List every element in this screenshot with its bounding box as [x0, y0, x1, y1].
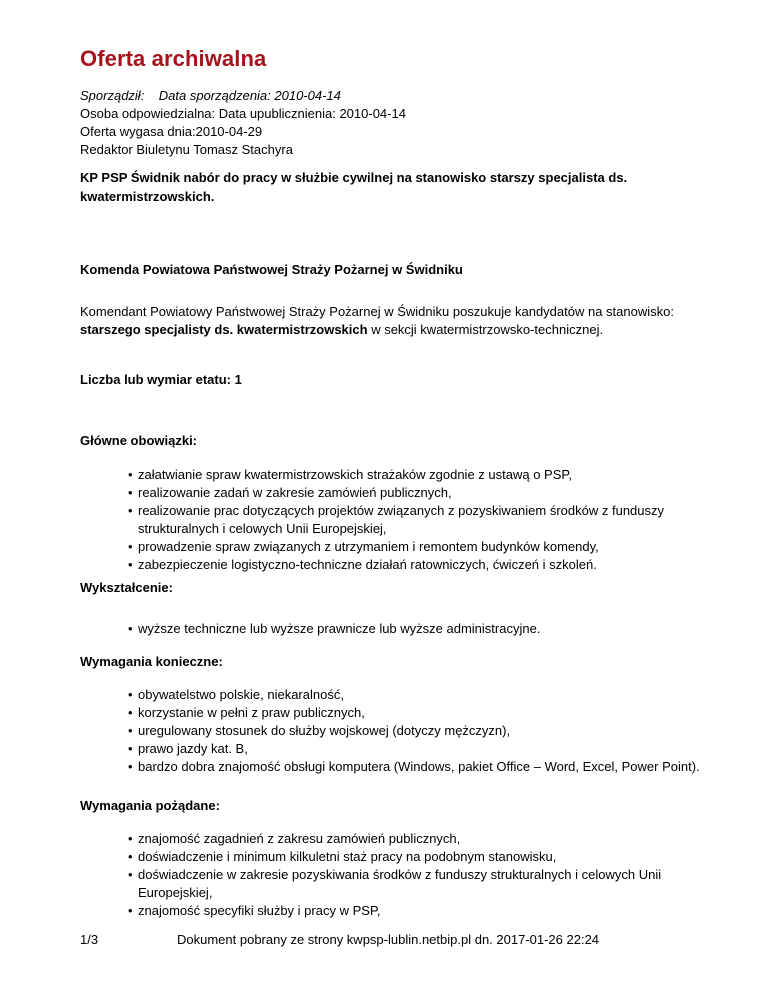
list-item: • zabezpieczenie logistyczno-techniczne działań ratowniczych, ćwiczeń i szkoleń.	[128, 556, 720, 574]
list-item: • prowadzenie spraw związanych z utrzymaniem i remontem budynków komendy,	[128, 538, 720, 556]
document-meta	[80, 87, 406, 159]
intro-paragraph	[80, 303, 720, 339]
list-item: • doświadczenie i minimum kilkuletni staż pracy na podobnym stanowisku,	[128, 848, 720, 866]
education-list	[128, 620, 720, 638]
list-item: • znajomość specyfiki służby i pracy w PSP,	[128, 902, 720, 920]
list-item: • załatwianie spraw kwatermistrzowskich strażaków zgodnie z ustawą o PSP,	[128, 466, 720, 484]
responsible-person: Osoba odpowiedzialna: Data upublicznienia: 2010-04-14	[80, 106, 406, 121]
desired-list	[128, 830, 720, 920]
intro-text: Komendant Powiatowy Państwowej Straży Pożarnej w Świdniku poszukuje kandydatów na stanowisko:	[80, 304, 674, 319]
prepared-by: Sporządził:	[80, 88, 145, 103]
list-item: • znajomość zagadnień z zakresu zamówień publicznych,	[128, 830, 720, 848]
source-note: Dokument pobrany ze strony kwpsp-lublin.netbip.pl dn. 2017-01-26 22:24	[177, 932, 600, 947]
position-name: starszego specjalisty ds. kwatermistrzowskich	[80, 322, 368, 337]
list-item: • doświadczenie w zakresie pozyskiwania środków z funduszy strukturalnych i celowych Unii Europejskiej,	[128, 866, 720, 902]
duties-heading: Główne obowiązki:	[80, 433, 198, 448]
intro-text-end: w sekcji kwatermistrzowsko-technicznej.	[367, 322, 604, 337]
prepared-line	[80, 87, 406, 105]
education-heading: Wykształcenie:	[80, 580, 173, 595]
page-number: 1/3	[80, 932, 99, 947]
offer-expiry: Oferta wygasa dnia:2010-04-29	[80, 124, 263, 139]
etat-label: Liczba lub wymiar etatu: 1	[80, 372, 242, 387]
required-list	[128, 686, 720, 776]
list-item: • realizowanie zadań w zakresie zamówień publicznych,	[128, 484, 720, 502]
list-item: • realizowanie prac dotyczących projektów związanych z pozyskiwaniem środków z funduszy strukturalnych i celowych Unii Europejskiej,	[128, 502, 720, 538]
list-item: • korzystanie w pełni z praw publicznych,	[128, 704, 720, 722]
prepared-date: Data sporządzenia: 2010-04-14	[158, 88, 341, 103]
list-item: • prawo jazdy kat. B,	[128, 740, 720, 758]
organization-heading: Komenda Powiatowa Państwowej Straży Pożarnej w Świdniku	[80, 262, 463, 277]
list-item: • obywatelstwo polskie, niekaralność,	[128, 686, 720, 704]
page-title: Oferta archiwalna	[80, 46, 267, 71]
list-item: • uregulowany stosunek do służby wojskowej (dotyczy mężczyzn),	[128, 722, 720, 740]
editor: Redaktor Biuletynu Tomasz Stachyra	[80, 142, 293, 157]
list-item: • bardzo dobra znajomość obsługi komputera (Windows, pakiet Office – Word, Excel, Power Point).	[128, 758, 720, 776]
list-item: • wyższe techniczne lub wyższe prawnicze lub wyższe administracyjne.	[128, 620, 720, 638]
required-heading: Wymagania konieczne:	[80, 654, 223, 669]
desired-heading: Wymagania pożądane:	[80, 798, 220, 813]
offer-subject: KP PSP Świdnik nabór do pracy w służbie cywilnej na stanowisko starszy specjalista ds. kwatermistrzowskich.	[80, 170, 628, 204]
duties-list	[128, 466, 720, 574]
